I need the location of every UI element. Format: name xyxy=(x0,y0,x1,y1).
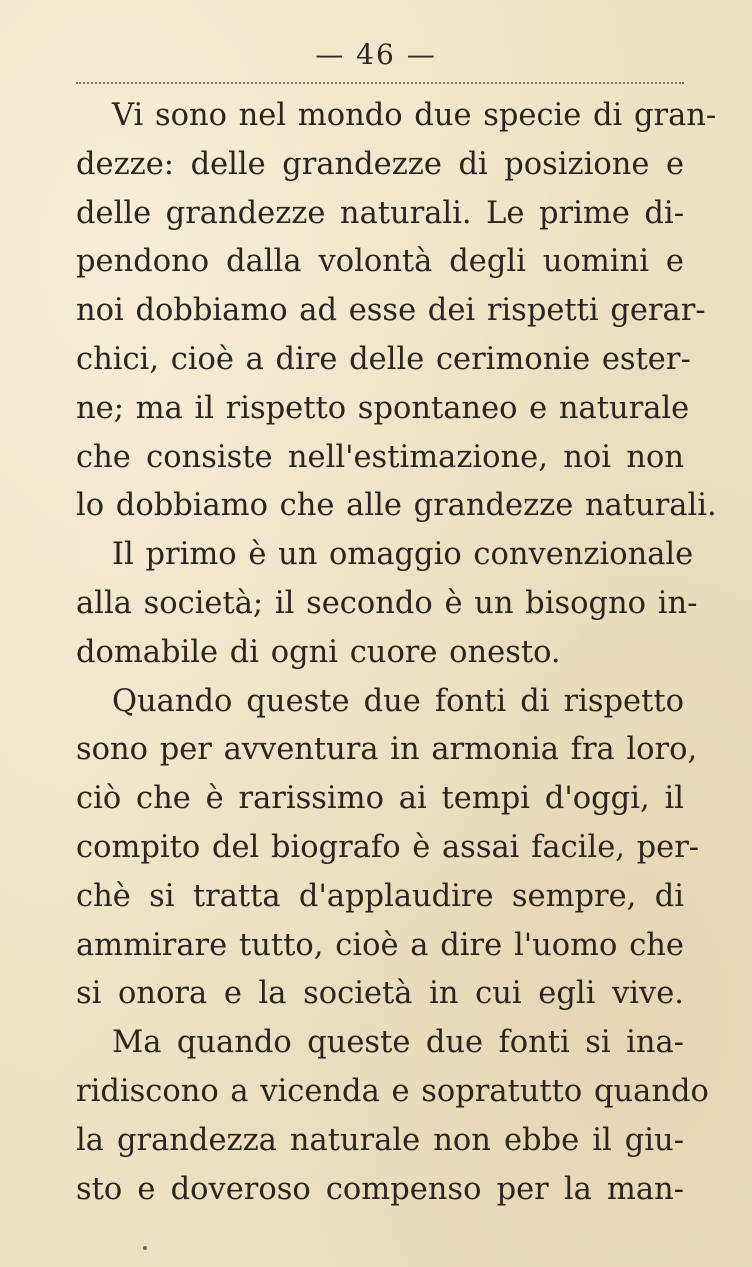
text-line: compito del biografo è assai facile, per- xyxy=(76,829,700,865)
ink-speck xyxy=(143,1246,147,1250)
paragraph xyxy=(76,92,717,531)
page-number: — 46 — xyxy=(315,38,437,71)
text-line: Il primo è un omaggio convenzionale xyxy=(112,537,694,573)
text-line: sono per avventura in armonia fra loro, xyxy=(76,732,698,768)
text-line: Ma quando queste due fonti si ina- xyxy=(112,1025,684,1061)
text-line: dezze: delle grandezze di posizione e xyxy=(76,146,684,182)
text-line: si onora e la società in cui egli vive. xyxy=(76,976,684,1012)
text-line: Vi sono nel mondo due specie di gran- xyxy=(112,98,717,133)
text-line: chici, cioè a dire delle cerimonie ester- xyxy=(76,341,691,377)
text-line: Quando queste due fonti di rispetto xyxy=(112,683,684,719)
text-line: alla società; il secondo è un bisogno in- xyxy=(76,585,698,621)
text-line: che consiste nell'estimazione, noi non xyxy=(76,439,684,475)
text-line: ridiscono a vicenda e sopratutto quando xyxy=(76,1073,709,1109)
text-line: ne; ma il rispetto spontaneo e naturale xyxy=(76,390,690,426)
text-line: chè si tratta d'applaudire sempre, di xyxy=(76,878,684,914)
text-line: pendono dalla volontà degli uomini e xyxy=(76,244,684,280)
paragraph xyxy=(76,531,698,677)
text-line: sto e doveroso compenso per la man- xyxy=(76,1171,684,1207)
text-line: ciò che è rarissimo ai tempi d'oggi, il xyxy=(76,781,684,817)
text-line: ammirare tutto, cioè a dire l'uomo che xyxy=(76,927,684,963)
text-line: domabile di ogni cuore onesto. xyxy=(76,634,561,670)
text-line: la grandezza naturale non ebbe il giu- xyxy=(76,1122,684,1158)
paragraph xyxy=(76,1019,709,1214)
text-line: delle grandezze naturali. Le prime di- xyxy=(76,195,684,231)
text-line: noi dobbiamo ad esse dei rispetti gerar- xyxy=(76,293,706,329)
text-line: lo dobbiamo che alle grandezze naturali. xyxy=(76,488,717,524)
paragraph xyxy=(76,678,700,1020)
header-divider xyxy=(76,82,684,84)
page-body xyxy=(76,92,717,1214)
